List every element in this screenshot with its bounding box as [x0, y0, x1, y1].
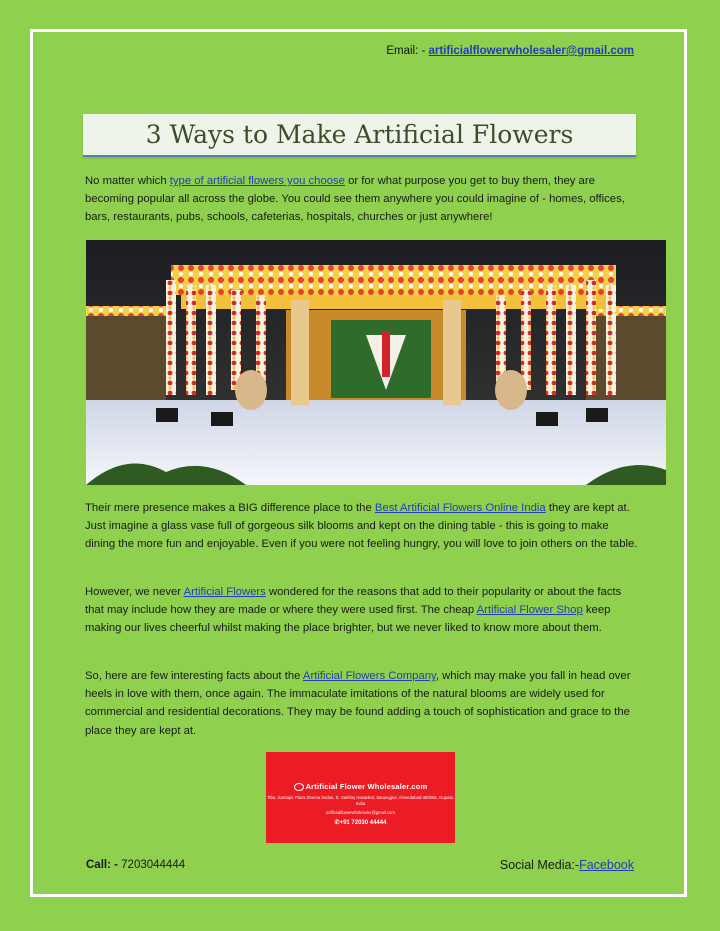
email-label: Email: -: [386, 45, 429, 57]
text: However, we never: [85, 586, 184, 598]
facebook-link[interactable]: Facebook: [579, 858, 634, 872]
call-line: [86, 859, 185, 871]
email-link[interactable]: artificialflowerwholesaler@gmail.com: [428, 45, 634, 57]
ad-address: Tiba, Jumrapir Plaza Dhema Sedan, D. Sarkhej Hasankot, Sanangpur, Ahmedabad-380055, Gujarat, India: [267, 795, 454, 806]
text: keep making our lives cheerful whilst making the place brighter, but we never liked to know more about them.: [85, 604, 611, 635]
email-line: [386, 45, 634, 57]
ad-brand: [266, 782, 455, 791]
text: they are kept at. Just imagine a glass vase full of gorgeous silk blooms and kept on the dining table - this is going to make dining the more fun and enjoyable. Even if you were not feeling hungry, you will love to join others on the table.: [85, 502, 638, 551]
company-ad-banner[interactable]: [266, 752, 455, 843]
facts-paragraph: [85, 667, 640, 740]
however-paragraph: [85, 583, 640, 638]
stage-decoration-photo: [86, 240, 666, 485]
call-number: 7203044444: [117, 859, 186, 871]
flowers-company-link[interactable]: Artificial Flowers Company: [302, 670, 436, 682]
text: , which may make you fall in head over heels in love with them, once again. The immaculate imitations of the natural blooms are widely used for commercial and residential decorations. They may be found adding a touch of sophistication and grace to the place they are kept at.: [85, 670, 631, 737]
text: Their mere presence makes a BIG difference place to the: [85, 502, 375, 514]
text: No matter which: [85, 175, 170, 187]
intro-paragraph: [85, 172, 640, 227]
ad-phone: [266, 819, 455, 826]
ad-phone-text: +91 72030 44444: [339, 819, 387, 826]
social-line: [500, 858, 634, 872]
text: So, here are few interesting facts about the: [85, 670, 303, 682]
artificial-flowers-link[interactable]: Artificial Flowers: [183, 586, 266, 598]
social-label: Social Media:-: [499, 858, 580, 872]
flower-shop-link[interactable]: Artificial Flower Shop: [476, 604, 583, 617]
best-flowers-link[interactable]: Best Artificial Flowers Online India: [374, 502, 546, 514]
presence-paragraph: [85, 499, 640, 554]
text: or for what purpose you get to buy them, they are becoming popular all across the globe. You could see them anywhere you could imagine of - homes, offices, bars, restaurants, pubs, schools, cafeterias, hospitals, churches or just anywhere!: [85, 175, 625, 224]
flower-types-link[interactable]: type of artificial flowers you choose: [169, 175, 345, 187]
whatsapp-icon: ✆: [334, 819, 340, 826]
call-label: Call: -: [86, 859, 118, 871]
ad-brand-text: Artificial Flower Wholesaler.com: [305, 782, 428, 791]
logo-icon: [294, 783, 304, 791]
ad-email: artificialflowerwholesaler@gmail.com: [326, 810, 395, 816]
text: wondered for the reasons that add to their popularity or about the facts that may include how they are made or where they were used first. The cheap: [85, 586, 622, 617]
page-title: 3 Ways to Make Artificial Flowers: [145, 120, 574, 149]
title-box: [83, 114, 636, 157]
